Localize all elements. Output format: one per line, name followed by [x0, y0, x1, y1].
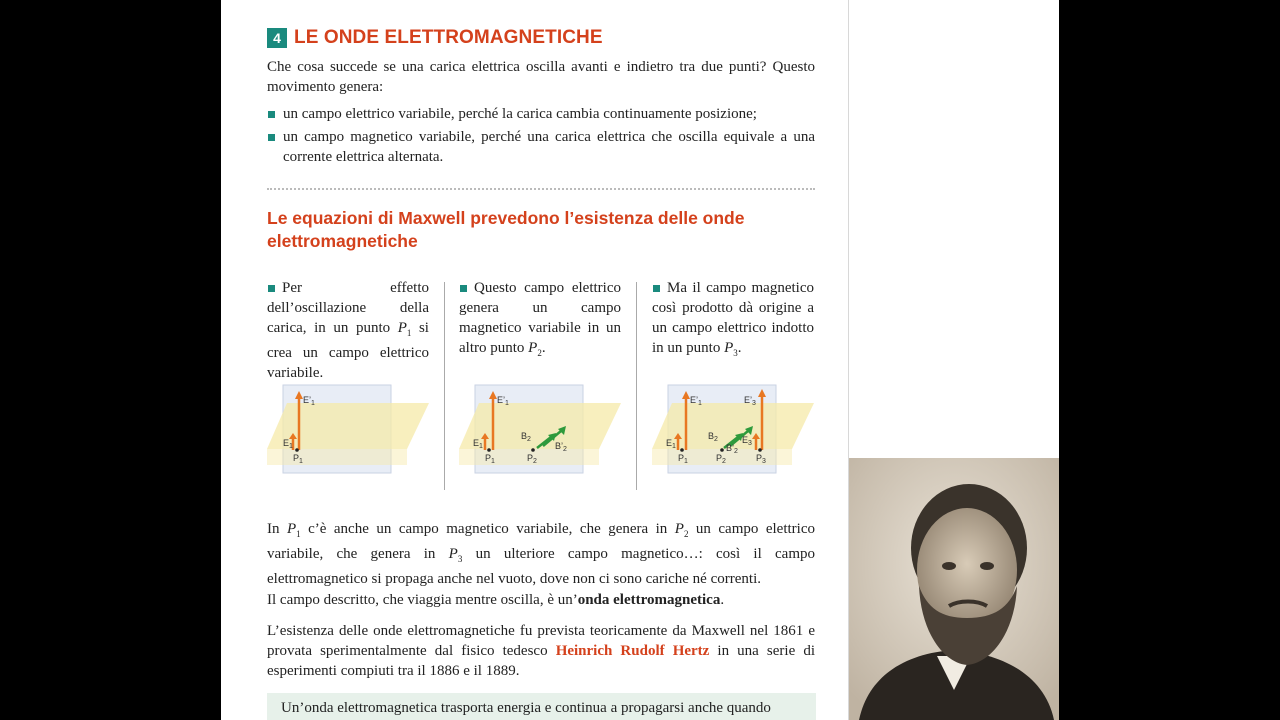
bullet-square-icon: [268, 134, 275, 141]
column-divider: [636, 282, 637, 490]
diagram-2: [459, 383, 621, 475]
label-p3: $P_3$: [756, 453, 766, 465]
diagram-3: [652, 383, 814, 475]
label-e1-prime: $E’_1$: [303, 395, 315, 407]
paragraph-history: L’esistenza delle onde elettromagnetiche fu prevista teoricamente da Maxwell nel 1861 e provata sperimentalmente dal fisico tedesco Heinrich Rudolf Hertz in una serie di esperimenti compiuti tra il 1886 e il 1889.: [267, 623, 816, 679]
svg-text:E’1: $E’_1$: [497, 395, 509, 407]
column-2-text: Questo campo elettrico genera un campo magnetico variabile in un altro punto $P_2$.: [459, 280, 621, 358]
column-1-text: Per effetto dell’oscillazione della carica, in un punto $P_1$ si crea un campo elettrico variabile.: [267, 280, 429, 381]
paragraph-definition: Il campo descritto, che viaggia mentre oscilla, è un’onda elettromagnetica.: [267, 592, 725, 608]
textbook-page: [221, 0, 848, 720]
diagram-1: [267, 383, 429, 475]
svg-text:P1: $P_1$: [678, 453, 688, 465]
svg-text:E1: $E_1$: [473, 438, 483, 450]
section-title: LE ONDE ELETTROMAGNETICHE: [294, 27, 603, 48]
svg-text:P1: $P_1$: [485, 453, 495, 465]
svg-text:B2: $B_2$: [708, 431, 718, 443]
svg-text:E1: $E_1$: [666, 438, 676, 450]
subsection-title: Le equazioni di Maxwell prevedono l’esistenza delle onde elettromagnetiche: [267, 208, 745, 251]
horizontal-plane: [459, 403, 621, 449]
label-e3: $E_3$: [742, 435, 752, 447]
paragraph-propagation: In $P_1$ c’è anche un campo magnetico variabile, che genera in $P_2$ un campo elettrico variabile, che genera in $P_3$ un ulteriore campo magnetico…: così il campo elettromagnetico si propaga anche nel vuoto, dove non ci sono cariche né correnti.: [267, 521, 815, 587]
svg-text:E’1: $E’_1$: [690, 395, 702, 407]
bullet-square-icon: [653, 285, 660, 292]
highlight-box: Un’onda elettromagnetica trasporta energia e continua a propagarsi anche quando: [267, 693, 816, 720]
dotted-divider: [267, 188, 815, 190]
point-p1: [295, 448, 299, 452]
bullet-square-icon: [268, 285, 275, 292]
column-3-text: Ma il campo magnetico così prodotto dà origine a un campo elettrico indotto in un punto $P_3$.: [652, 280, 814, 358]
bullet-square-icon: [460, 285, 467, 292]
intro-paragraph: Che cosa succede se una carica elettrica oscilla avanti e indietro tra due punti? Questo movimento genera:: [267, 59, 815, 95]
label-e3-prime: $E’_3$: [744, 395, 756, 407]
label-b2-prime: $B’_2$: [555, 441, 567, 453]
name-hertz: Heinrich Rudolf Hertz: [555, 643, 710, 659]
label-p1: $P_1$: [293, 453, 303, 465]
column-divider: [444, 282, 445, 490]
bullet-item: un campo elettrico variabile, perché la carica cambia continuamente posizione;: [267, 104, 815, 124]
label-e1: $E_1$: [283, 438, 293, 450]
portrait-photo: [849, 458, 1059, 720]
label-b2: $B_2$: [521, 431, 531, 443]
bullet-item: un campo magnetico variabile, perché una carica elettrica che oscilla equivale a una corrente elettrica alternata.: [267, 127, 815, 167]
term-onda-elettromagnetica: onda elettromagnetica: [577, 592, 721, 608]
point-p1: [487, 448, 491, 452]
svg-text:B’2: $B’_2$: [726, 443, 738, 455]
point-p2: [531, 448, 535, 452]
svg-text:P2: $P_2$: [716, 453, 726, 465]
section-number-badge: 4: [267, 28, 287, 48]
label-p2: $P_2$: [527, 453, 537, 465]
bullet-square-icon: [268, 111, 275, 118]
section-heading: [267, 26, 603, 50]
point-p3: [758, 448, 762, 452]
